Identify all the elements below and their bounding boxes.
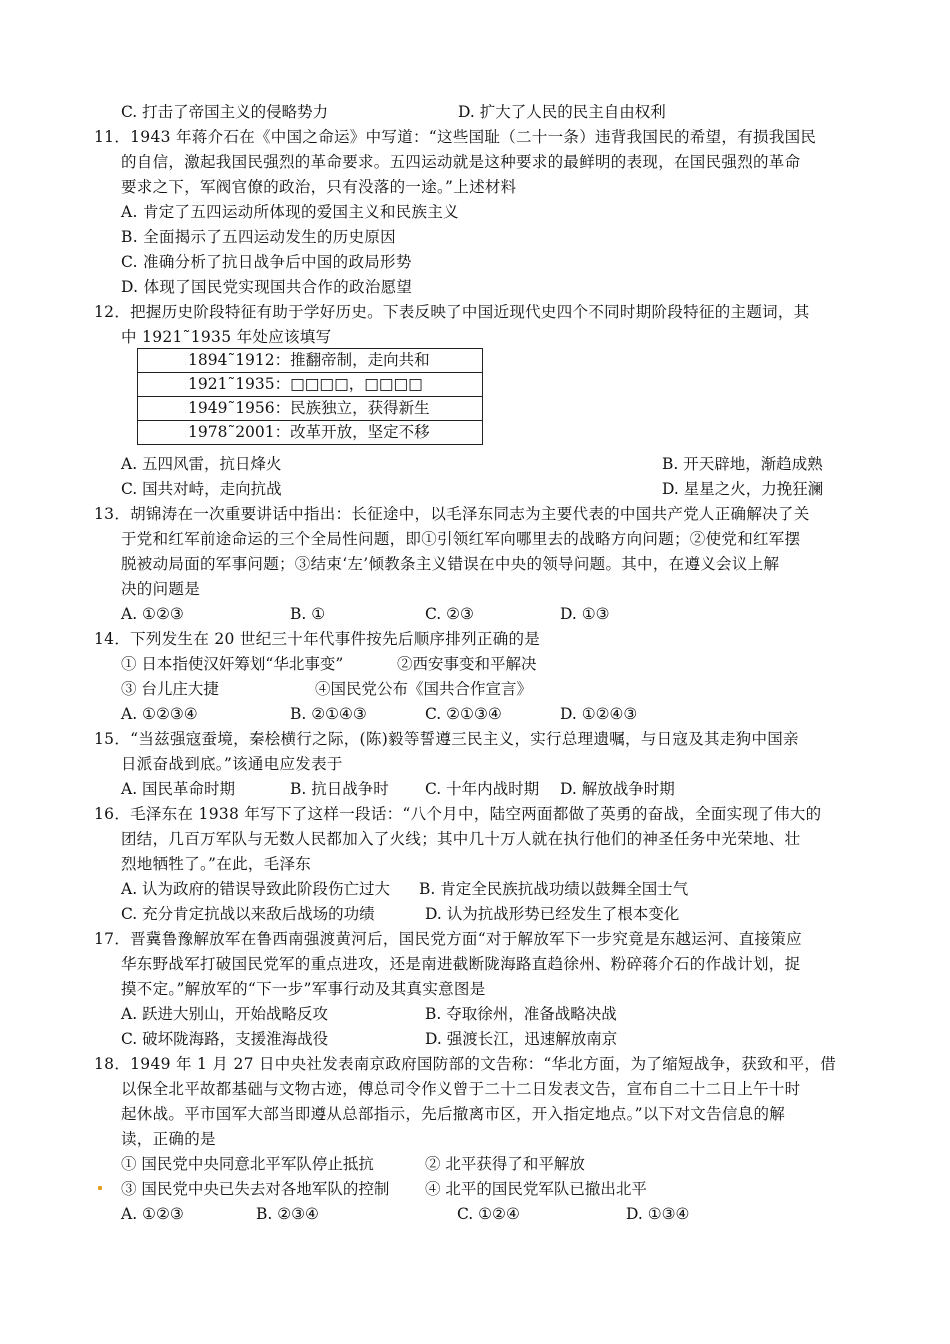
q18-line-1: 18．1949 年 1 月 27 日中央社发表南京政府国防部的文告称：“华北方面，为了缩短战争，获致和平，借 [94,1055,837,1073]
q11-option-c: C. 准确分析了抗日战争后中国的政局形势 [121,253,412,271]
q12-option-c: C. 国共对峙，走向抗战 [121,480,282,498]
q11-option-b: B. 全面揭示了五四运动发生的历史原因 [121,228,396,246]
q17-option-d: D. 强渡长江，迅速解放南京 [425,1030,618,1048]
q18-option-b: B. ②③④ [256,1205,319,1223]
q18-option-d: D. ①③④ [626,1205,690,1223]
q10-option-c: C. 打击了帝国主义的侵略势力 [121,103,329,121]
q17-option-b: B. 夺取徐州，准备战略决战 [425,1005,617,1023]
q14-option-d: D. ①②④③ [560,705,638,723]
q16-option-c: C. 充分肯定抗战以来敌后战场的功绩 [121,905,375,923]
q14-item-1: ① 日本指使汉奸筹划“华北事变” [121,655,344,673]
q13-option-b: B. ① [290,605,326,623]
q13-line-2: 于党和红军前途命运的三个全局性问题，即①引领红军向哪里去的战略方向问题；②使党和红军摆 [121,530,801,548]
table-cell: 1894˜1912：推翻帝制，走向共和 [138,349,483,373]
table-row [138,421,483,445]
table-row [138,373,483,397]
q12-period-table [137,348,483,445]
q16-option-d: D. 认为抗战形势已经发生了根本变化 [425,905,680,923]
q15-line-1: 15．“当兹强寇蚕境，秦桧横行之际，(陈)毅等誓遵三民主义，实行总理遗嘱，与日寇及其走狗中国亲 [94,730,799,748]
q18-line-2: 以保全北平故都基础与文物古迹，傅总司令作义曾于二十二日发表文告，宣布自二十二日上午十时 [121,1080,801,1098]
q15-option-b: B. 抗日战争时 [290,780,389,798]
q14-item-4: ④国民党公布《国共合作宣言》 [315,680,533,698]
q12-line-1: 12．把握历史阶段特征有助于学好历史。下表反映了中国近现代史四个不同时期阶段特征的主题词，其 [94,303,810,321]
q15-line-2: 日派奋战到底。”该通电应发表于 [121,755,343,773]
q14-option-c: C. ②①③④ [425,705,502,723]
q18-line-4: 读，正确的是 [121,1130,216,1148]
q17-line-3: 摸不定。”解放军的“下一步”军事行动及其真实意图是 [121,980,486,998]
q18-item-1: ① 国民党中央同意北平军队停止抵抗 [121,1155,374,1173]
table-cell: 1921˜1935：□□□□，□□□□ [138,373,483,397]
table-cell: 1949˜1956：民族独立，获得新生 [138,397,483,421]
q13-line-4: 决的问题是 [121,580,201,598]
q16-line-2: 团结，几百万军队与无数人民都加入了火线；其中几十万人就在执行他们的神圣任务中光荣地、壮 [121,830,801,848]
q18-option-a: A. ①②③ [121,1205,184,1223]
q18-item-2: ② 北平获得了和平解放 [425,1155,585,1173]
q11-line-2: 的自信，激起我国民强烈的革命要求。五四运动就是这种要求的最鲜明的表现，在国民强烈的革命 [121,153,801,171]
q15-option-d: D. 解放战争时期 [560,780,675,798]
q14-option-b: B. ②①④③ [290,705,367,723]
table-row [138,397,483,421]
q18-line-3: 起休战。平市国军大部当即遵从总部指示，先后撤离市区，开入指定地点。”以下对文告信息的解 [121,1105,786,1123]
q12-option-a: A. 五四风雷，抗日烽火 [121,455,282,473]
q18-item-3: ③ 国民党中央已失去对各地军队的控制 [121,1180,390,1198]
q13-option-a: A. ①②③ [121,605,184,623]
q11-line-3: 要求之下，军阀官僚的政治，只有没落的一途。”上述材料 [121,178,517,196]
q10-option-d: D. 扩大了人民的民主自由权利 [458,103,666,121]
q18-item-4: ④ 北平的国民党军队已撤出北平 [425,1180,647,1198]
q13-option-c: C. ②③ [425,605,474,623]
q16-line-3: 烈地牺牲了。”在此，毛泽东 [121,855,312,873]
q17-option-c: C. 破坏陇海路，支援淮海战役 [121,1030,329,1048]
q16-option-b: B. 肯定全民族抗战功绩以鼓舞全国士气 [419,880,689,898]
q12-option-d: D. 星星之火，力挽狂澜 [662,480,824,498]
q17-line-1: 17．晋冀鲁豫解放军在鲁西南强渡黄河后，国民党方面“对于解放军下一步究竟是东越运河、直接策应 [94,930,802,948]
q12-option-b: B. 开天辟地，渐趋成熟 [662,455,823,473]
q13-option-d: D. ①③ [560,605,610,623]
q12-line-2: 中 1921˜1935 年处应该填写 [121,328,332,346]
q15-option-c: C. 十年内战时期 [425,780,540,798]
q16-line-1: 16．毛泽东在 1938 年写下了这样一段话：“八个月中，陆空两面都做了英勇的奋战，全面实现了伟大的 [94,805,822,823]
q13-line-3: 脱被动局面的军事问题；③结束‘左’倾教条主义错误在中央的领导问题。其中，在遵义会议上解 [121,555,780,573]
table-row [138,349,483,373]
q14-option-a: A. ①②③④ [121,705,198,723]
q14-item-2: ②西安事变和平解决 [397,655,537,673]
q15-option-a: A. 国民革命时期 [121,780,236,798]
q13-line-1: 13．胡锦涛在一次重要讲话中指出：长征途中，以毛泽东同志为主要代表的中国共产党人正确解决了关 [94,505,810,523]
q11-line-1: 11．1943 年蒋介石在《中国之命运》中写道：“这些国耻（二十一条）违背我国民的希望，有损我国民 [94,128,817,146]
stray-mark [98,1186,102,1190]
q11-option-a: A. 肯定了五四运动所体现的爱国主义和民族主义 [121,203,459,221]
q14-line-1: 14．下列发生在 20 世纪三十年代事件按先后顺序排列正确的是 [94,630,541,648]
table-cell: 1978˜2001：改革开放，坚定不移 [138,421,483,445]
q18-option-c: C. ①②④ [457,1205,520,1223]
q11-option-d: D. 体现了国民党实现国共合作的政治愿望 [121,278,413,296]
q17-option-a: A. 跃进大别山，开始战略反攻 [121,1005,329,1023]
q16-option-a: A. 认为政府的错误导致此阶段伤亡过大 [121,880,391,898]
q14-item-3: ③ 台儿庄大捷 [121,680,219,698]
q17-line-2: 华东野战军打破国民党军的重点进攻，还是南进截断陇海路直趋徐州、粉碎蒋介石的作战计划，捉 [121,955,801,973]
